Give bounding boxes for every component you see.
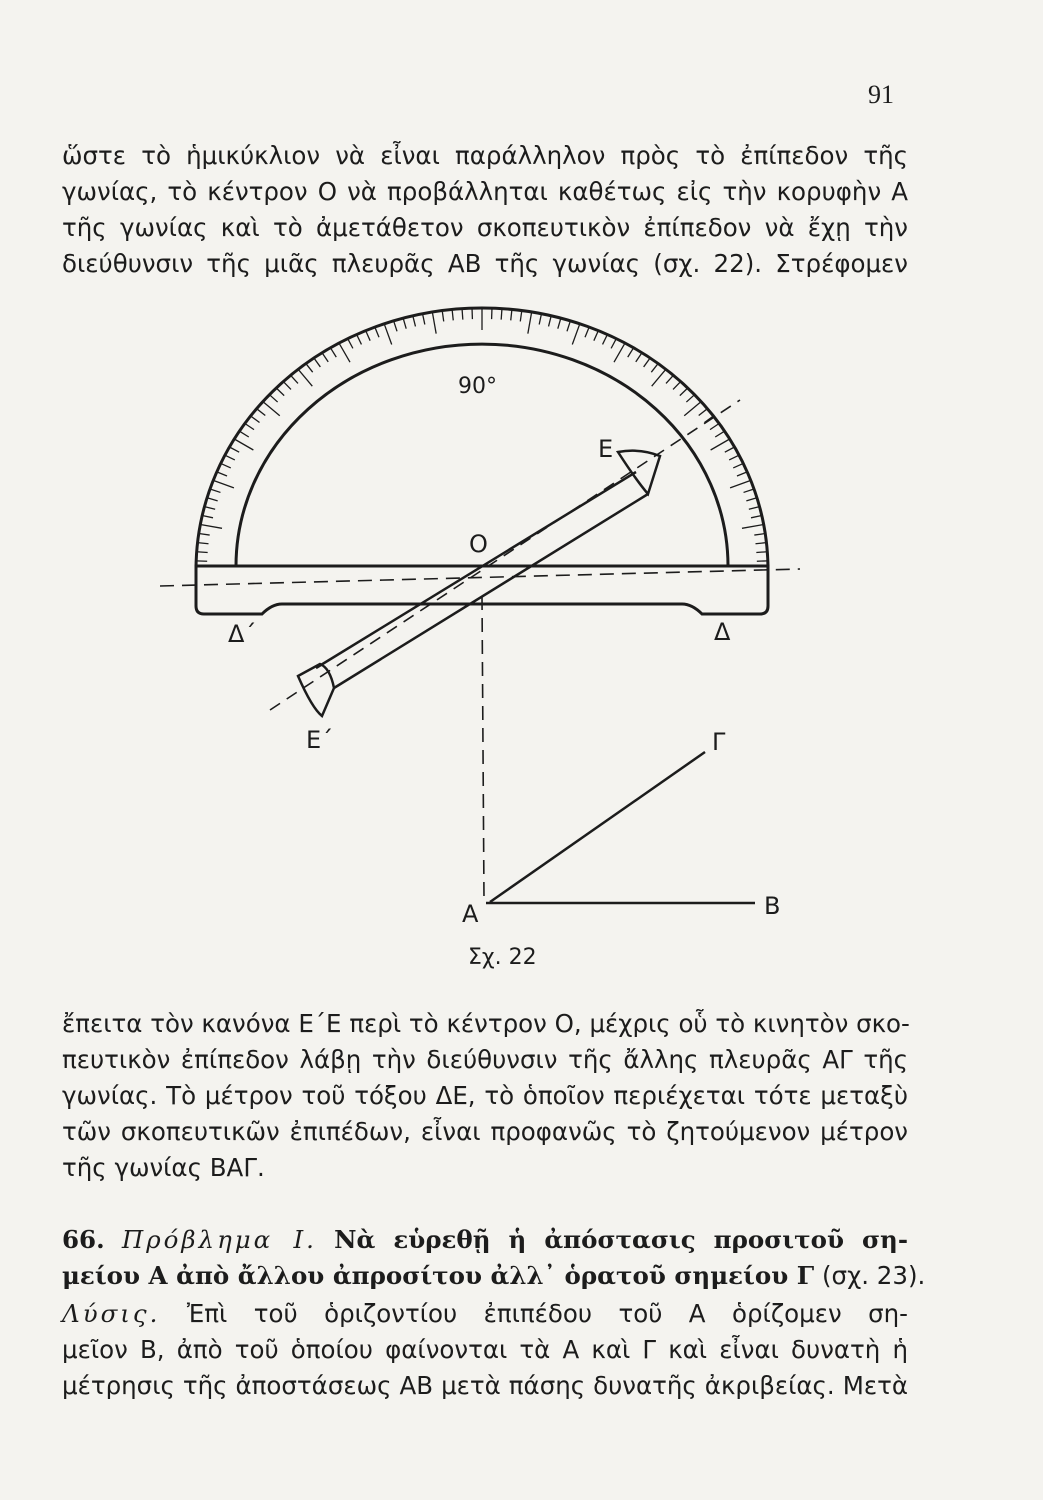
- scale-tick: [432, 312, 436, 334]
- scale-tick: [452, 309, 453, 320]
- scale-tick: [511, 309, 512, 320]
- scale-tick: [733, 463, 743, 467]
- label-delta: Δ: [714, 618, 731, 646]
- scale-tick: [585, 327, 589, 337]
- scale-tick: [744, 489, 754, 492]
- scale-tick: [699, 409, 708, 416]
- scale-tick: [197, 552, 208, 553]
- scale-tick: [217, 472, 227, 476]
- text-line: διεύθυνσιν τῆς μιᾶς πλευρᾶς ΑΒ τῆς γωνίας (σχ. 22). Στρέφομεν: [62, 249, 908, 278]
- scale-tick: [749, 507, 760, 510]
- solution-text-line1: Ἐπὶ τοῦ ὁριζοντίου ἐπιπέδου τοῦ Α ὁρίζομεν ση-: [186, 1299, 908, 1328]
- scale-tick: [403, 318, 406, 329]
- scale-tick: [283, 382, 291, 390]
- text-line: ὥστε τὸ ἡμικύκλιον νὰ εἶναι παράλληλον πρὸς τὸ ἐπίπεδον τῆς: [62, 141, 908, 170]
- scale-tick: [366, 331, 370, 341]
- label-O: Ο: [469, 530, 488, 558]
- scale-tick: [423, 314, 425, 325]
- solution-label: Λύσις.: [62, 1299, 161, 1328]
- scale-tick: [558, 318, 561, 329]
- label-delta-prime: Δ΄: [228, 620, 257, 648]
- scale-tick: [614, 343, 625, 362]
- scale-tick: [501, 309, 502, 320]
- scale-tick: [234, 439, 253, 450]
- scale-tick: [572, 324, 580, 345]
- scale-tick: [680, 388, 688, 396]
- scale-tick: [725, 447, 735, 452]
- problem-number: 66.: [62, 1225, 105, 1254]
- scale-tick: [756, 552, 767, 553]
- scale-tick: [520, 311, 522, 322]
- text-line: ἔπειτα τὸν κανόνα Ε΄Ε περὶ τὸ κέντρον Ο, μέχρις οὗ τὸ κινητὸν σκο-: [62, 1009, 910, 1038]
- scale-tick: [199, 534, 210, 536]
- scale-tick: [257, 409, 266, 416]
- scale-tick: [684, 402, 701, 416]
- problem-text-line2: μείου Α ἀπὸ ἄλλου ἀπροσίτου ἀλλ᾽ ὁρατοῦ σημείου Γ: [62, 1261, 815, 1290]
- scale-tick: [729, 455, 739, 460]
- scale-tick: [737, 472, 747, 476]
- scale-tick: [357, 335, 362, 345]
- dashed-sight-line: [270, 400, 740, 710]
- scale-tick: [213, 480, 234, 488]
- scale-tick: [200, 525, 222, 529]
- scale-tick: [314, 358, 320, 367]
- scale-tick: [298, 369, 312, 386]
- scale-tick: [730, 480, 751, 488]
- dashed-vertical-projection: [482, 596, 484, 900]
- label-gamma: Γ: [712, 728, 726, 756]
- scale-tick: [628, 348, 634, 357]
- scale-tick: [549, 316, 552, 327]
- scale-tick: [539, 314, 541, 325]
- scale-tick: [210, 489, 220, 492]
- label-B: Β: [764, 892, 781, 920]
- scale-tick: [276, 388, 284, 396]
- label-90-degrees: 90°: [458, 374, 497, 399]
- scale-tick: [229, 447, 239, 452]
- solution-paragraph: [62, 1296, 908, 1404]
- scale-tick: [251, 416, 260, 422]
- scale-tick: [751, 516, 762, 518]
- paragraph-rotation: [62, 1006, 908, 1186]
- scale-tick: [652, 369, 666, 386]
- text-line: μέτρησις τῆς ἀποστάσεως ΑΒ μετὰ πάσης δυνατῆς ἀκριβείας. Μετὰ: [62, 1371, 908, 1400]
- scale-tick: [394, 321, 397, 331]
- scale-tick: [611, 339, 616, 349]
- scale-tick: [202, 516, 213, 518]
- scale-tick: [291, 375, 298, 383]
- figure-caption: Σχ. 22: [468, 945, 537, 970]
- scale-tick: [742, 525, 764, 529]
- text-line: πευτικὸν ἐπίπεδον λάβῃ τὴν διεύθυνσιν τῆς ἄλλης πλευρᾶς ΑΓ τῆς: [62, 1045, 908, 1074]
- problem-text-line1: Νὰ εὑρεθῇ ἡ ἀπόστασις προσιτοῦ ση-: [334, 1225, 908, 1254]
- scale-tick: [263, 402, 280, 416]
- scale-tick: [384, 324, 392, 345]
- text-line: τῆς γωνίας καὶ τὸ ἀμετάθετον σκοπευτικὸν ἐπίπεδον νὰ ἔχῃ τὴν: [62, 213, 908, 242]
- scale-tick: [330, 348, 336, 357]
- scale-tick: [239, 431, 248, 437]
- problem-label: Πρόβλημα Ι.: [121, 1225, 317, 1254]
- scale-tick: [339, 343, 350, 362]
- scale-tick: [711, 439, 730, 450]
- scale-tick: [375, 327, 379, 337]
- scale-tick: [306, 364, 313, 373]
- scale-tick: [746, 498, 757, 501]
- scale-tick: [567, 321, 570, 331]
- scale-tick: [462, 309, 463, 320]
- scale-tick: [442, 311, 444, 322]
- label-E: Ε: [598, 435, 614, 463]
- scale-tick: [528, 312, 532, 334]
- scale-tick: [221, 463, 231, 467]
- text-line: γωνίας. Τὸ μέτρον τοῦ τόξου ΔΕ, τὸ ὁποῖον περιέχεται τότε μεταξὺ: [62, 1081, 908, 1110]
- side-AG: [490, 752, 705, 902]
- scale-tick: [651, 364, 658, 373]
- text-line: μεῖον Β, ἀπὸ τοῦ ὁποίου φαίνονται τὰ Α καὶ Γ καὶ εἶναι δυνατὴ ἡ: [62, 1335, 908, 1364]
- scale-tick: [348, 339, 353, 349]
- label-A: Α: [462, 900, 479, 928]
- problem-statement: [62, 1222, 926, 1294]
- scale-tick: [322, 353, 328, 362]
- scale-tick: [754, 534, 765, 536]
- scale-tick: [603, 335, 608, 345]
- scale-tick: [686, 395, 694, 402]
- text-line: γωνίας, τὸ κέντρον Ο νὰ προβάλληται καθέτως εἰς τὴν κορυφὴν Α: [62, 177, 908, 206]
- scale-tick: [715, 431, 724, 437]
- page-number: 91: [868, 80, 894, 109]
- label-E-prime: Ε΄: [306, 726, 334, 754]
- alidade-rule: [298, 451, 660, 716]
- scale-tick: [225, 455, 235, 460]
- scale-tick: [413, 316, 416, 327]
- text-line: τῆς γωνίας ΒΑΓ.: [62, 1153, 265, 1182]
- scale-tick: [636, 353, 642, 362]
- scale-tick: [594, 331, 598, 341]
- scale-tick: [207, 498, 218, 501]
- scale-tick: [644, 358, 650, 367]
- scale-tick: [198, 543, 209, 544]
- scale-tick: [245, 423, 254, 429]
- scale-tick: [755, 543, 766, 544]
- scale-tick: [666, 375, 673, 383]
- scale-tick: [710, 423, 719, 429]
- problem-figure-ref: (σχ. 23).: [821, 1261, 926, 1290]
- scale-tick: [204, 507, 215, 510]
- scale-tick: [269, 395, 277, 402]
- scale-tick: [673, 382, 681, 390]
- text-line: τῶν σκοπευτικῶν ἐπιπέδων, εἶναι προφανῶς τὸ ζητούμενον μέτρον: [62, 1117, 908, 1146]
